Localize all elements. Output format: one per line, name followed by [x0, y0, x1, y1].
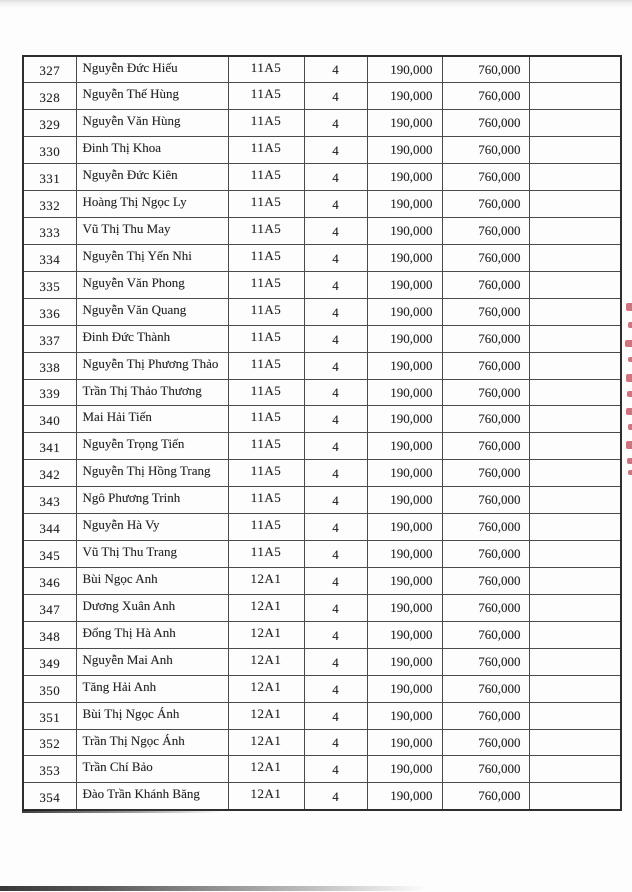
table-row: [23, 56, 621, 83]
scan-bottom-edge: [0, 886, 440, 891]
row-number-cell: 354: [23, 783, 76, 810]
red-scan-mark: [625, 340, 632, 347]
class-cell: 11A5: [228, 379, 304, 406]
unit-amount-cell: 190,000: [367, 594, 442, 621]
quantity-cell: 4: [304, 56, 367, 83]
row-number-cell: 347: [23, 594, 76, 621]
table-row: [23, 271, 621, 298]
quantity-cell: 4: [304, 244, 367, 271]
quantity-cell: 4: [304, 379, 367, 406]
quantity-cell: 4: [304, 594, 367, 621]
student-name-cell: Trần Thị Thảo Thương: [76, 379, 228, 406]
table-row: [23, 406, 621, 433]
note-cell: [529, 594, 621, 621]
red-scan-mark: [626, 408, 632, 415]
total-amount-cell: 760,000: [442, 352, 529, 379]
unit-amount-cell: 190,000: [367, 218, 442, 245]
table-row: [23, 621, 621, 648]
note-cell: [529, 783, 621, 810]
unit-amount-cell: 190,000: [367, 352, 442, 379]
note-cell: [529, 379, 621, 406]
total-amount-cell: 760,000: [442, 433, 529, 460]
row-number-cell: 344: [23, 514, 76, 541]
student-name-cell: Nguyễn Thị Phương Thảo: [76, 352, 228, 379]
note-cell: [529, 702, 621, 729]
unit-amount-cell: 190,000: [367, 729, 442, 756]
unit-amount-cell: 190,000: [367, 164, 442, 191]
class-cell: 11A5: [228, 56, 304, 83]
quantity-cell: 4: [304, 83, 367, 110]
student-name-cell: Nguyễn Đức Hiếu: [76, 56, 228, 83]
class-cell: 11A5: [228, 325, 304, 352]
student-name-cell: Đinh Thị Khoa: [76, 137, 228, 164]
unit-amount-cell: 190,000: [367, 244, 442, 271]
student-name-cell: Đổng Thị Hà Anh: [76, 621, 228, 648]
total-amount-cell: 760,000: [442, 783, 529, 810]
class-cell: 11A5: [228, 541, 304, 568]
quantity-cell: 4: [304, 541, 367, 568]
row-number-cell: 336: [23, 298, 76, 325]
student-name-cell: Đào Trần Khánh Băng: [76, 783, 228, 810]
table-row: [23, 244, 621, 271]
total-amount-cell: 760,000: [442, 514, 529, 541]
table-row: [23, 514, 621, 541]
note-cell: [529, 433, 621, 460]
row-number-cell: 353: [23, 756, 76, 783]
unit-amount-cell: 190,000: [367, 406, 442, 433]
total-amount-cell: 760,000: [442, 648, 529, 675]
quantity-cell: 4: [304, 621, 367, 648]
note-cell: [529, 218, 621, 245]
table-row: [23, 487, 621, 514]
total-amount-cell: 760,000: [442, 541, 529, 568]
red-scan-mark: [626, 374, 632, 382]
note-cell: [529, 83, 621, 110]
quantity-cell: 4: [304, 648, 367, 675]
note-cell: [529, 675, 621, 702]
class-cell: 11A5: [228, 460, 304, 487]
student-name-cell: Nguyễn Thế Hùng: [76, 83, 228, 110]
table-row: [23, 83, 621, 110]
class-cell: 11A5: [228, 137, 304, 164]
class-cell: 11A5: [228, 191, 304, 218]
total-amount-cell: 760,000: [442, 702, 529, 729]
student-name-cell: Nguyễn Văn Hùng: [76, 110, 228, 137]
table-row: [23, 756, 621, 783]
student-name-cell: Nguyễn Hà Vy: [76, 514, 228, 541]
note-cell: [529, 191, 621, 218]
class-cell: 12A1: [228, 594, 304, 621]
table-row: [23, 460, 621, 487]
note-cell: [529, 271, 621, 298]
student-name-cell: Nguyễn Mai Anh: [76, 648, 228, 675]
row-number-cell: 328: [23, 83, 76, 110]
quantity-cell: 4: [304, 271, 367, 298]
red-scan-mark: [628, 322, 632, 328]
note-cell: [529, 406, 621, 433]
class-cell: 11A5: [228, 244, 304, 271]
quantity-cell: 4: [304, 406, 367, 433]
row-number-cell: 333: [23, 218, 76, 245]
unit-amount-cell: 190,000: [367, 675, 442, 702]
unit-amount-cell: 190,000: [367, 110, 442, 137]
unit-amount-cell: 190,000: [367, 702, 442, 729]
quantity-cell: 4: [304, 218, 367, 245]
quantity-cell: 4: [304, 675, 367, 702]
total-amount-cell: 760,000: [442, 83, 529, 110]
note-cell: [529, 164, 621, 191]
class-cell: 11A5: [228, 352, 304, 379]
note-cell: [529, 514, 621, 541]
total-amount-cell: 760,000: [442, 621, 529, 648]
quantity-cell: 4: [304, 110, 367, 137]
total-amount-cell: 760,000: [442, 56, 529, 83]
note-cell: [529, 460, 621, 487]
class-cell: 11A5: [228, 271, 304, 298]
quantity-cell: 4: [304, 460, 367, 487]
row-number-cell: 349: [23, 648, 76, 675]
total-amount-cell: 760,000: [442, 110, 529, 137]
student-name-cell: Nguyễn Thị Hồng Trang: [76, 460, 228, 487]
red-scan-mark: [627, 391, 632, 397]
student-name-cell: Bùi Ngọc Anh: [76, 568, 228, 595]
class-cell: 11A5: [228, 83, 304, 110]
note-cell: [529, 648, 621, 675]
scan-table-bottom-smudge: [22, 810, 222, 813]
quantity-cell: 4: [304, 191, 367, 218]
student-name-cell: Trần Chí Bảo: [76, 756, 228, 783]
total-amount-cell: 760,000: [442, 137, 529, 164]
row-number-cell: 334: [23, 244, 76, 271]
unit-amount-cell: 190,000: [367, 433, 442, 460]
row-number-cell: 348: [23, 621, 76, 648]
student-name-cell: Nguyễn Thị Yến Nhi: [76, 244, 228, 271]
row-number-cell: 331: [23, 164, 76, 191]
red-scan-mark: [626, 303, 632, 311]
total-amount-cell: 760,000: [442, 406, 529, 433]
note-cell: [529, 541, 621, 568]
table-row: [23, 379, 621, 406]
row-number-cell: 341: [23, 433, 76, 460]
table-row: [23, 191, 621, 218]
table-row: [23, 675, 621, 702]
student-name-cell: Nguyễn Trọng Tiến: [76, 433, 228, 460]
class-cell: 11A5: [228, 298, 304, 325]
note-cell: [529, 487, 621, 514]
total-amount-cell: 760,000: [442, 164, 529, 191]
quantity-cell: 4: [304, 783, 367, 810]
unit-amount-cell: 190,000: [367, 756, 442, 783]
student-name-cell: Ngô Phương Trinh: [76, 487, 228, 514]
row-number-cell: 343: [23, 487, 76, 514]
quantity-cell: 4: [304, 729, 367, 756]
row-number-cell: 335: [23, 271, 76, 298]
unit-amount-cell: 190,000: [367, 83, 442, 110]
note-cell: [529, 756, 621, 783]
row-number-cell: 352: [23, 729, 76, 756]
note-cell: [529, 110, 621, 137]
student-name-cell: Vũ Thị Thu May: [76, 218, 228, 245]
total-amount-cell: 760,000: [442, 487, 529, 514]
scan-top-edge: [0, 0, 632, 8]
table-row: [23, 594, 621, 621]
table-row: [23, 783, 621, 810]
note-cell: [529, 56, 621, 83]
row-number-cell: 327: [23, 56, 76, 83]
unit-amount-cell: 190,000: [367, 325, 442, 352]
total-amount-cell: 760,000: [442, 756, 529, 783]
note-cell: [529, 298, 621, 325]
row-number-cell: 338: [23, 352, 76, 379]
table-row: [23, 352, 621, 379]
student-name-cell: Bùi Thị Ngọc Ánh: [76, 702, 228, 729]
class-cell: 12A1: [228, 675, 304, 702]
total-amount-cell: 760,000: [442, 729, 529, 756]
total-amount-cell: 760,000: [442, 675, 529, 702]
fee-table: [22, 55, 622, 811]
table-row: [23, 137, 621, 164]
class-cell: 11A5: [228, 110, 304, 137]
total-amount-cell: 760,000: [442, 191, 529, 218]
table-row: [23, 298, 621, 325]
red-scan-mark: [626, 441, 632, 449]
quantity-cell: 4: [304, 433, 367, 460]
class-cell: 12A1: [228, 756, 304, 783]
table-row: [23, 164, 621, 191]
table-row: [23, 218, 621, 245]
row-number-cell: 340: [23, 406, 76, 433]
fee-table-body: [23, 56, 621, 810]
student-name-cell: Hoàng Thị Ngọc Ly: [76, 191, 228, 218]
row-number-cell: 337: [23, 325, 76, 352]
student-name-cell: Vũ Thị Thu Trang: [76, 541, 228, 568]
unit-amount-cell: 190,000: [367, 460, 442, 487]
total-amount-cell: 760,000: [442, 568, 529, 595]
note-cell: [529, 325, 621, 352]
table-row: [23, 433, 621, 460]
unit-amount-cell: 190,000: [367, 541, 442, 568]
unit-amount-cell: 190,000: [367, 783, 442, 810]
student-name-cell: Mai Hải Tiến: [76, 406, 228, 433]
note-cell: [529, 137, 621, 164]
total-amount-cell: 760,000: [442, 460, 529, 487]
row-number-cell: 339: [23, 379, 76, 406]
class-cell: 12A1: [228, 568, 304, 595]
student-name-cell: Trần Thị Ngọc Ánh: [76, 729, 228, 756]
total-amount-cell: 760,000: [442, 244, 529, 271]
unit-amount-cell: 190,000: [367, 487, 442, 514]
quantity-cell: 4: [304, 164, 367, 191]
unit-amount-cell: 190,000: [367, 137, 442, 164]
unit-amount-cell: 190,000: [367, 568, 442, 595]
class-cell: 12A1: [228, 729, 304, 756]
class-cell: 11A5: [228, 218, 304, 245]
student-name-cell: Nguyễn Đức Kiên: [76, 164, 228, 191]
row-number-cell: 351: [23, 702, 76, 729]
quantity-cell: 4: [304, 137, 367, 164]
unit-amount-cell: 190,000: [367, 621, 442, 648]
total-amount-cell: 760,000: [442, 325, 529, 352]
row-number-cell: 329: [23, 110, 76, 137]
total-amount-cell: 760,000: [442, 379, 529, 406]
class-cell: 12A1: [228, 648, 304, 675]
class-cell: 11A5: [228, 406, 304, 433]
class-cell: 11A5: [228, 433, 304, 460]
table-row: [23, 702, 621, 729]
unit-amount-cell: 190,000: [367, 271, 442, 298]
note-cell: [529, 352, 621, 379]
red-scan-mark: [627, 458, 632, 464]
class-cell: 12A1: [228, 621, 304, 648]
class-cell: 12A1: [228, 702, 304, 729]
row-number-cell: 345: [23, 541, 76, 568]
quantity-cell: 4: [304, 352, 367, 379]
student-name-cell: Tăng Hải Anh: [76, 675, 228, 702]
student-name-cell: Nguyễn Văn Quang: [76, 298, 228, 325]
note-cell: [529, 244, 621, 271]
table-row: [23, 110, 621, 137]
note-cell: [529, 568, 621, 595]
quantity-cell: 4: [304, 568, 367, 595]
total-amount-cell: 760,000: [442, 271, 529, 298]
table-row: [23, 648, 621, 675]
quantity-cell: 4: [304, 325, 367, 352]
quantity-cell: 4: [304, 298, 367, 325]
quantity-cell: 4: [304, 514, 367, 541]
quantity-cell: 4: [304, 756, 367, 783]
note-cell: [529, 621, 621, 648]
red-scan-mark: [628, 470, 632, 475]
class-cell: 11A5: [228, 514, 304, 541]
row-number-cell: 332: [23, 191, 76, 218]
table-row: [23, 541, 621, 568]
unit-amount-cell: 190,000: [367, 648, 442, 675]
student-name-cell: Đinh Đức Thành: [76, 325, 228, 352]
class-cell: 11A5: [228, 164, 304, 191]
unit-amount-cell: 190,000: [367, 514, 442, 541]
unit-amount-cell: 190,000: [367, 191, 442, 218]
note-cell: [529, 729, 621, 756]
row-number-cell: 342: [23, 460, 76, 487]
row-number-cell: 350: [23, 675, 76, 702]
student-name-cell: Dương Xuân Anh: [76, 594, 228, 621]
total-amount-cell: 760,000: [442, 218, 529, 245]
student-name-cell: Nguyễn Văn Phong: [76, 271, 228, 298]
row-number-cell: 330: [23, 137, 76, 164]
quantity-cell: 4: [304, 487, 367, 514]
table-row: [23, 568, 621, 595]
unit-amount-cell: 190,000: [367, 56, 442, 83]
table-row: [23, 325, 621, 352]
total-amount-cell: 760,000: [442, 298, 529, 325]
row-number-cell: 346: [23, 568, 76, 595]
quantity-cell: 4: [304, 702, 367, 729]
class-cell: 12A1: [228, 783, 304, 810]
unit-amount-cell: 190,000: [367, 298, 442, 325]
unit-amount-cell: 190,000: [367, 379, 442, 406]
table-row: [23, 729, 621, 756]
red-scan-mark: [628, 424, 632, 430]
red-scan-mark: [628, 357, 632, 362]
class-cell: 11A5: [228, 487, 304, 514]
total-amount-cell: 760,000: [442, 594, 529, 621]
